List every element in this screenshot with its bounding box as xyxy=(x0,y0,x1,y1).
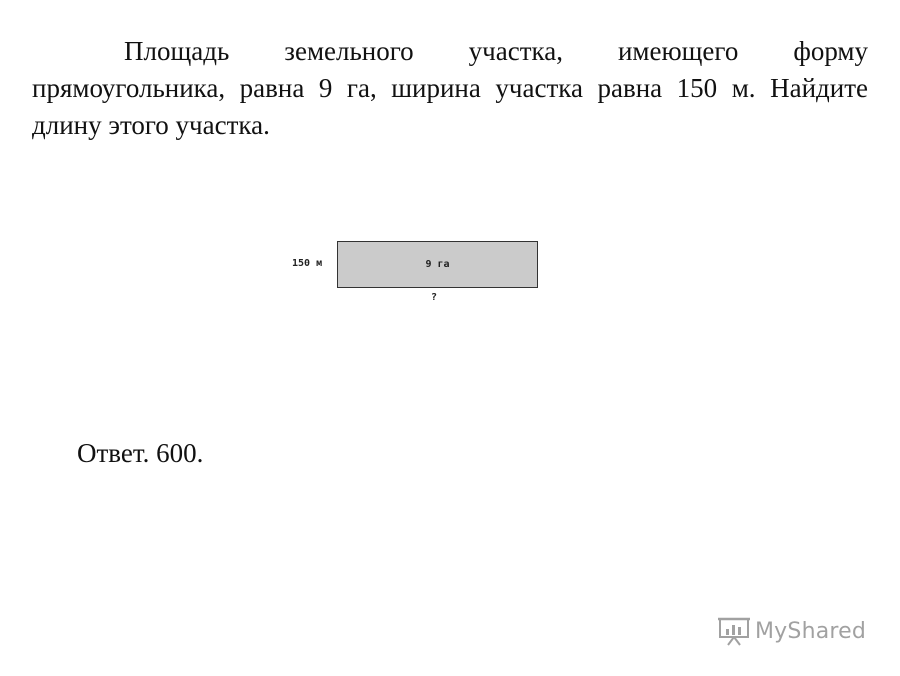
problem-text: Площадь земельного участка, имеющего форму прямоугольника, равна 9 га, ширина участка равна 150 м. Найдите длину этого участка. xyxy=(32,36,868,140)
area-label: 9 га xyxy=(425,259,450,270)
plot-rectangle xyxy=(337,241,538,288)
myshared-watermark xyxy=(718,616,866,646)
presentation-chart-icon xyxy=(718,616,750,646)
rectangle-figure xyxy=(290,238,550,310)
length-label: ? xyxy=(431,292,438,303)
answer-text: Ответ. 600. xyxy=(77,438,204,468)
watermark-text: MyShared xyxy=(755,618,867,644)
width-label: 150 м xyxy=(292,258,323,269)
